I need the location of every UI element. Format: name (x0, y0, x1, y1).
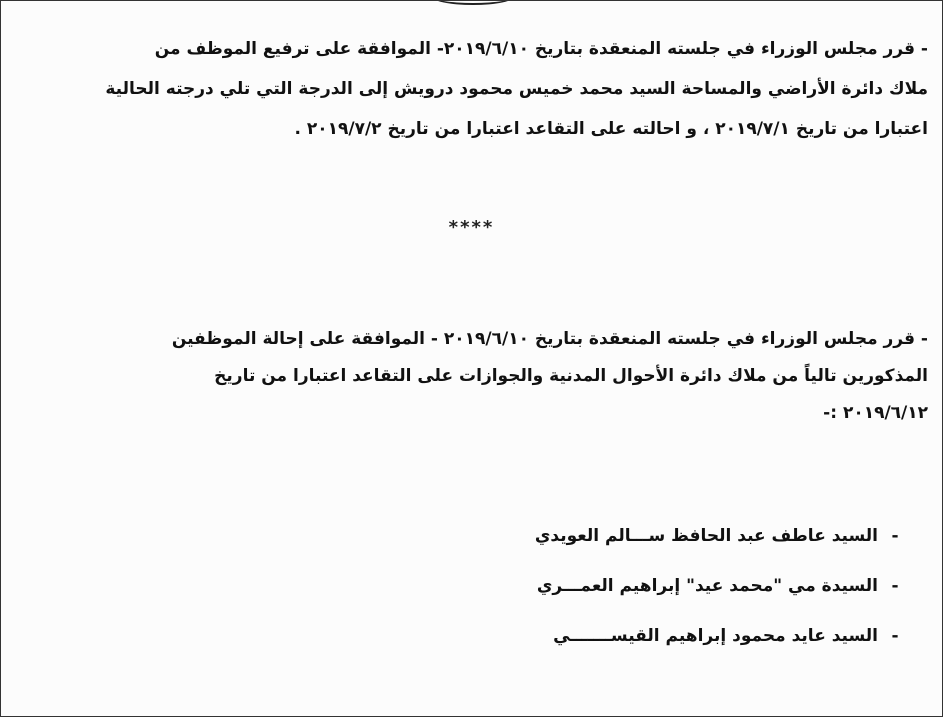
list-item (392, 511, 912, 561)
paragraph-line: - قرر مجلس الوزراء في جلسته المنعقدة بتاريخ ٢٠١٩/٦/١٠ - الموافقة على إحالة الموظفين (171, 329, 928, 349)
list-item (392, 561, 912, 611)
paragraph-line: اعتبارا من تاريخ ٢٠١٩/٧/١ ، و احالته على التقاعد اعتبارا من تاريخ ٢٠١٩/٧/٢ . (294, 119, 928, 139)
section-separator: **** (448, 217, 495, 238)
list-item (392, 611, 912, 661)
paragraph-line: المذكورين تالياً من ملاك دائرة الأحوال المدنية والجوازات على التقاعد اعتبارا من تاريخ (214, 366, 928, 386)
page-top-arc (431, 0, 515, 5)
paragraph-line: - قرر مجلس الوزراء في جلسته المنعقدة بتاريخ ٢٠١٩/٦/١٠- الموافقة على ترفيع الموظف من (154, 39, 928, 59)
decision-paragraph-2 (13, 321, 928, 432)
paragraph-line: ٢٠١٩/٦/١٢ :- (823, 403, 928, 423)
person-name: السيد عايد محمود إبراهيم القيســـــــي (553, 626, 878, 646)
person-name: السيد عاطف عبد الحافظ ســـالم العويدي (534, 526, 878, 546)
decision-paragraph-1 (13, 29, 928, 149)
retirees-list (392, 511, 912, 661)
paragraph-line: ملاك دائرة الأراضي والمساحة السيد محمد خميس محمود درويش إلى الدرجة التي تلي درجته الحالية (105, 79, 928, 99)
person-name: السيدة مي "محمد عيد" إبراهيم العمـــري (536, 576, 878, 596)
list-dash: - (891, 576, 899, 596)
list-dash: - (891, 626, 899, 646)
list-dash: - (891, 526, 899, 546)
